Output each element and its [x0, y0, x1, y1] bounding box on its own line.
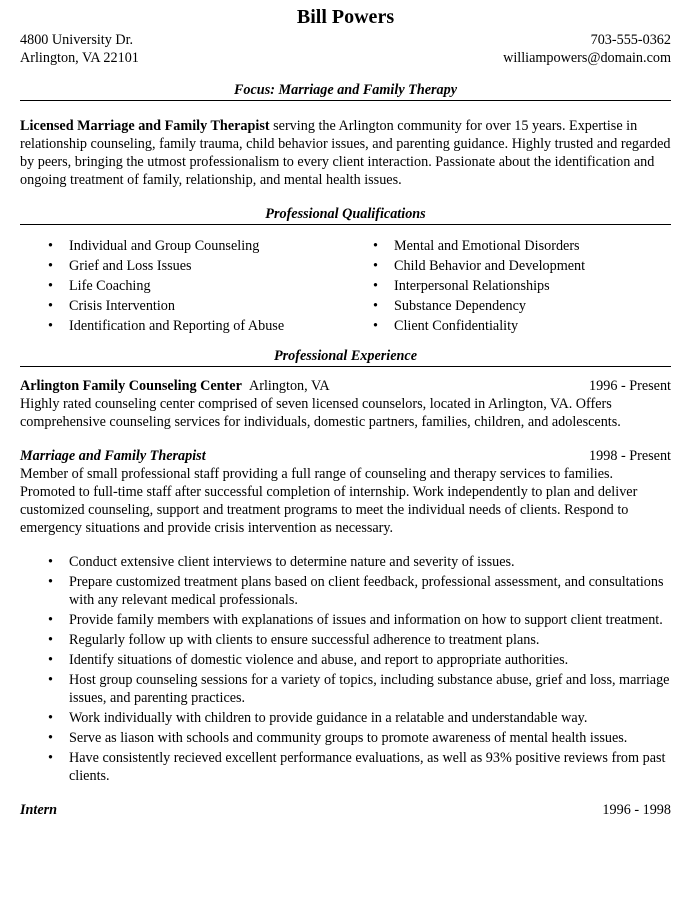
qualification-text: Grief and Loss Issues [69, 258, 192, 274]
address-line-1: 4800 University Dr. [20, 32, 134, 48]
qualifications-heading: Professional Qualifications [20, 205, 671, 225]
qualification-text: Crisis Intervention [69, 298, 175, 314]
bullet-icon: • [48, 612, 53, 628]
intern-row [20, 801, 671, 819]
employer-row [20, 377, 671, 395]
qualifications-right-list [345, 237, 670, 335]
bullet-icon: • [48, 258, 53, 274]
qualification-text: Individual and Group Counseling [69, 238, 260, 254]
role-row [20, 447, 671, 465]
intern-dates: 1996 - 1998 [602, 802, 671, 818]
bullet-icon: • [48, 710, 53, 726]
role-description: Member of small professional staff providing a full range of counseling and therapy services to families. Promoted to full-time staff after successful completion of internship. Work independently to plan and deliver customized counseling, support and treatment programs to meet the individual needs of clients. Respond to emergency situations and provide crisis intervention as necessary. [20, 466, 638, 536]
duty-text: Work individually with children to provide guidance in a relatable and understandable way. [69, 710, 588, 726]
phone-email [503, 31, 671, 67]
duty-text: Conduct extensive client interviews to determine nature and severity of issues. [69, 554, 515, 570]
email: williampowers@domain.com [503, 50, 671, 66]
list-item [345, 277, 670, 295]
bullet-icon: • [48, 730, 53, 746]
list-item [345, 297, 670, 315]
duty-text: Serve as liason with schools and community groups to promote awareness of mental health issues. [69, 730, 628, 746]
bullet-icon: • [48, 238, 53, 254]
qualification-text: Child Behavior and Development [394, 258, 586, 274]
contact-block [20, 31, 671, 67]
list-item [20, 631, 671, 649]
list-item [20, 671, 671, 707]
list-item [20, 277, 345, 295]
intern-title: Intern [20, 802, 58, 818]
bullet-icon: • [373, 278, 378, 294]
bullet-icon: • [48, 672, 53, 688]
bullet-icon: • [373, 258, 378, 274]
list-item [20, 651, 671, 669]
role-dates: 1998 - Present [589, 448, 671, 464]
qualification-text: Identification and Reporting of Abuse [69, 318, 285, 334]
bullet-icon: • [48, 652, 53, 668]
duty-text: Provide family members with explanations of issues and information on how to support client treatment. [69, 612, 663, 628]
list-item [20, 553, 671, 571]
focus-heading: Focus: Marriage and Family Therapy [20, 81, 671, 101]
list-item [345, 257, 670, 275]
list-item [20, 709, 671, 727]
bullet-icon: • [373, 298, 378, 314]
list-item [20, 317, 345, 335]
bullet-icon: • [48, 632, 53, 648]
employer-location: Arlington, VA [248, 378, 330, 394]
bullet-icon: • [48, 750, 53, 766]
bullet-icon: • [48, 278, 53, 294]
summary-paragraph [20, 117, 671, 189]
list-item [20, 573, 671, 609]
employer-description: Highly rated counseling center comprised of seven licensed counselors, located in Arlington, VA. Offers comprehensive counseling services for individuals, domestic partners, families, children, and adolescents. [20, 396, 621, 430]
bullet-icon: • [373, 318, 378, 334]
duty-text: Prepare customized treatment plans based on client feedback, professional assessment, and consultations with any relevant medical professionals. [69, 574, 664, 608]
employer-info [20, 377, 330, 395]
list-item [20, 297, 345, 315]
summary-lead: Licensed Marriage and Family Therapist [20, 118, 270, 134]
duties-list [20, 553, 671, 785]
qualification-text: Mental and Emotional Disorders [394, 238, 580, 254]
qualifications-left-column [20, 237, 345, 337]
duty-text: Identify situations of domestic violence and abuse, and report to appropriate authorities. [69, 652, 569, 668]
bullet-icon: • [373, 238, 378, 254]
bullet-icon: • [48, 298, 53, 314]
candidate-name: Bill Powers [296, 6, 395, 28]
phone: 703-555-0362 [590, 32, 671, 48]
qualifications-left-list [20, 237, 345, 335]
address-line-2: Arlington, VA 22101 [20, 50, 139, 66]
experience-heading: Professional Experience [20, 347, 671, 367]
duty-text: Regularly follow up with clients to ensure successful adherence to treatment plans. [69, 632, 540, 648]
qualifications-right-column [345, 237, 670, 337]
role-title: Marriage and Family Therapist [20, 448, 206, 464]
duty-text: Host group counseling sessions for a variety of topics, including substance abuse, grief and loss, marriage issues, and parenting practices. [69, 672, 670, 706]
qualifications-grid [20, 237, 671, 337]
bullet-icon: • [48, 554, 53, 570]
duty-text: Have consistently recieved excellent performance evaluations, as well as 93% positive reviews from past clients. [69, 750, 666, 784]
list-item [345, 237, 670, 255]
qualification-text: Life Coaching [69, 278, 151, 294]
summary-text: serving the Arlington community for over 15 years. Expertise in relationship counseling, family trauma, child behavior issues, and parenting guidance. Highly trusted and regarded by peers, bringing the utmost professionalism to every client interaction. Passionate about the identification and ongoing treatment of family, relationship, and mental health issues. [20, 118, 671, 188]
qualification-text: Substance Dependency [394, 298, 526, 314]
address [20, 31, 139, 67]
list-item [20, 237, 345, 255]
qualification-text: Interpersonal Relationships [394, 278, 550, 294]
resume-page [20, 0, 671, 819]
employer-name: Arlington Family Counseling Center [20, 378, 242, 394]
list-item [20, 257, 345, 275]
qualification-text: Client Confidentiality [394, 318, 519, 334]
bullet-icon: • [48, 318, 53, 334]
bullet-icon: • [48, 574, 53, 590]
list-item [345, 317, 670, 335]
list-item [20, 729, 671, 747]
list-item [20, 611, 671, 629]
list-item [20, 749, 671, 785]
employer-dates: 1996 - Present [589, 378, 671, 394]
